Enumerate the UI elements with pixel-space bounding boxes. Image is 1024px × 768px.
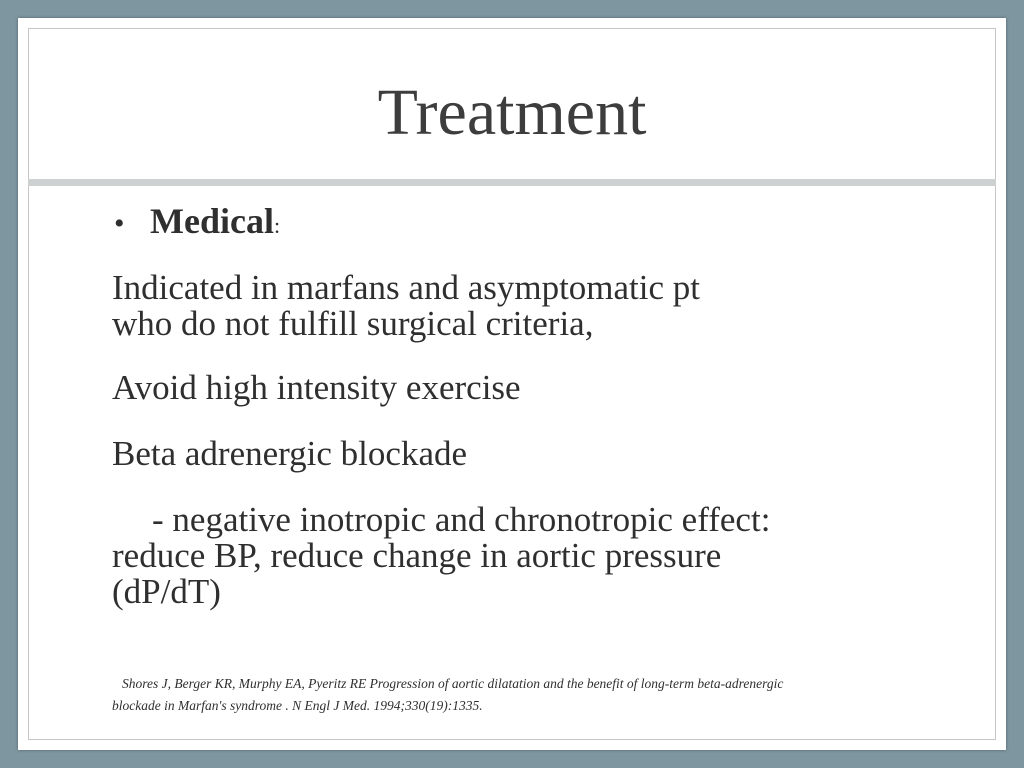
- slide: [18, 18, 1006, 750]
- paragraph-indication: [112, 270, 932, 342]
- bullet-colon: :: [273, 213, 281, 238]
- citation: [112, 673, 932, 717]
- paragraph-beta-blockade: Beta adrenergic blockade: [112, 434, 468, 473]
- paragraph-line: reduce BP, reduce change in aortic pressure: [112, 536, 722, 575]
- bullet-dot-icon: •: [114, 207, 125, 240]
- bullet-item-medical: [114, 199, 932, 248]
- slide-body: [112, 199, 932, 610]
- paragraph-line: who do not fulfill surgical criteria,: [112, 304, 594, 343]
- paragraph-line: (dP/dT): [112, 572, 221, 611]
- citation-line: Shores J, Berger KR, Murphy EA, Pyeritz RE Progression of aortic dilatation and the benefit of long-term beta-adrenergic: [122, 676, 784, 691]
- paragraph-exercise: Avoid high intensity exercise: [112, 368, 521, 407]
- paragraph-line: - negative inotropic and chronotropic effect:: [152, 500, 771, 539]
- bullet-heading: Medical: [150, 201, 274, 241]
- citation-line: blockade in Marfan's syndrome . N Engl J Med. 1994;330(19):1335.: [112, 698, 483, 713]
- paragraph-effect: [112, 502, 932, 610]
- paragraph-line: Indicated in marfans and asymptomatic pt: [112, 268, 701, 307]
- title-divider: [28, 179, 996, 186]
- slide-title: Treatment: [377, 76, 647, 149]
